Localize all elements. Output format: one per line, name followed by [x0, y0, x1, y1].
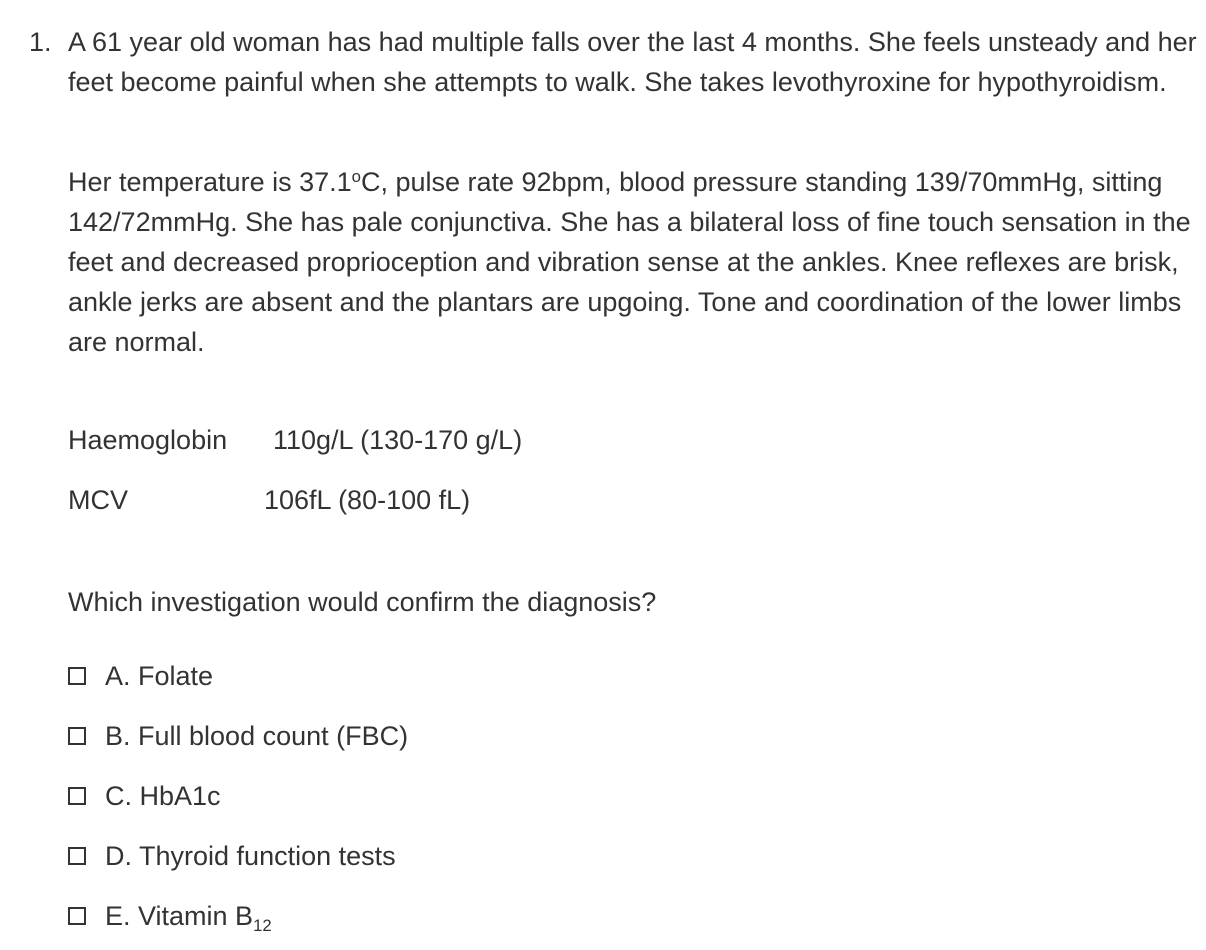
option-e[interactable] — [68, 896, 272, 936]
lab-row-mcv — [68, 480, 471, 520]
question-vitals — [68, 162, 1198, 362]
option-b[interactable] — [68, 716, 408, 756]
option-d[interactable] — [68, 836, 396, 876]
question-stem: A 61 year old woman has had multiple falls over the last 4 months. She feels unsteady and her feet become painful when she attempts to walk. She takes levothyroxine for hypothyroidism. — [68, 27, 1197, 97]
option-label-subscript: 12 — [253, 915, 272, 935]
vitals-text-part2: C, pulse rate 92bpm, blood pressure standing 139/70mmHg, sitting 142/72mmHg. She has pale conjunctiva. She has a bilateral loss of fine touch sensation in the feet and decreased proprioception and vibration sense at the ankles. Knee reflexes are brisk, ankle jerks are absent and the plantars are upgoing. Tone and coordination of the lower limbs are normal. — [68, 167, 1191, 357]
lab-value: 106fL (80-100 fL) — [264, 485, 471, 515]
question-prompt: Which investigation would confirm the diagnosis? — [68, 587, 657, 617]
option-label — [105, 896, 272, 936]
option-a[interactable] — [68, 656, 213, 696]
option-label: D. Thyroid function tests — [105, 841, 396, 871]
lab-row-haemoglobin — [68, 420, 523, 460]
checkbox[interactable] — [68, 727, 86, 745]
option-label-text: E. Vitamin B — [105, 901, 254, 931]
checkbox[interactable] — [68, 667, 86, 685]
option-label: A. Folate — [105, 661, 214, 691]
degree-superscript: o — [351, 166, 361, 186]
option-label: B. Full blood count (FBC) — [105, 721, 409, 751]
vitals-text-part1: Her temperature is 37.1 — [68, 167, 352, 197]
checkbox[interactable] — [68, 787, 86, 805]
lab-name: MCV — [68, 485, 128, 515]
question-number: 1. — [29, 27, 52, 57]
lab-name: Haemoglobin — [68, 425, 228, 455]
option-label: C. HbA1c — [105, 781, 221, 811]
lab-value: 110g/L (130-170 g/L) — [273, 425, 523, 455]
option-c[interactable] — [68, 776, 221, 816]
checkbox[interactable] — [68, 847, 86, 865]
checkbox[interactable] — [68, 907, 86, 925]
